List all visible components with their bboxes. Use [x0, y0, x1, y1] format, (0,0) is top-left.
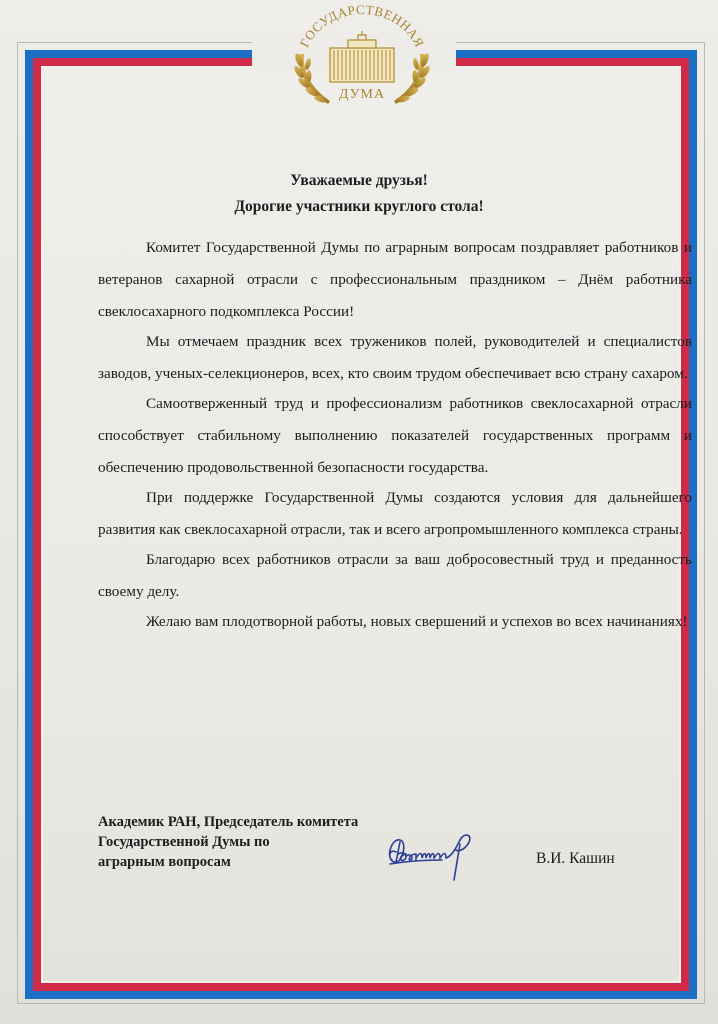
handwritten-signature-icon: [382, 830, 502, 882]
paragraph-dedication: Самоотверженный труд и профессионализм работников свеклосахарной отрасли способствует стабильному выполнению показателей государственных программ и обеспечению продовольственной безопасности государства.: [98, 395, 692, 476]
greeting-line-1: Уважаемые друзья!: [290, 172, 428, 189]
state-duma-crest-icon: [282, 4, 442, 108]
svg-text:ДУМА: ДУМА: [338, 87, 386, 102]
signatory-title-line-1: Академик РАН, Председатель комитета: [98, 814, 359, 830]
paragraph-gratitude: Благодарю всех работников отрасли за ваш добросовестный труд и преданность своему делу.: [98, 551, 692, 600]
svg-text:ГОСУДАРСТВЕННАЯ: ГОСУДАРСТВЕННАЯ: [296, 4, 428, 50]
signatory-title: [98, 812, 358, 872]
paragraph-congratulation: Комитет Государственной Думы по аграрным вопросам поздравляет работников и ветеранов сахарной отрасли с профессиональным праздником – Днём работника свеклосахарного подкомплекса России!: [98, 239, 692, 320]
paragraph-celebration: Мы отмечаем праздник всех тружеников полей, руководителей и специалистов заводов, ученых-селекционеров, всех, кто своим трудом обеспечивает всю страну сахаром.: [98, 333, 692, 382]
paragraph-support: При поддержке Государственной Думы создаются условия для дальнейшего развития как свеклосахарной отрасли, так и всего агропромышленного комплекса страны.: [98, 489, 692, 538]
paragraph-wishes: Желаю вам плодотворной работы, новых свершений и успехов во всех начинаниях!: [146, 613, 688, 630]
greeting-line-2: Дорогие участники круглого стола!: [234, 198, 484, 215]
signatory-title-line-2: Государственной Думы по: [98, 834, 270, 850]
signatory-title-line-3: аграрным вопросам: [98, 854, 231, 870]
letter-body: [98, 232, 692, 638]
signatory-name: В.И. Кашин: [536, 850, 615, 867]
